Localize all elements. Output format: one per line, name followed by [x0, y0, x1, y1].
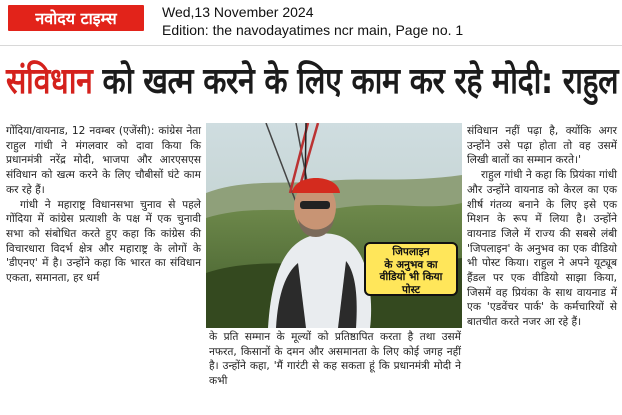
headline-red-word: संविधान [6, 61, 93, 102]
paragraph: संविधान नहीं पढ़ा है, क्योंकि अगर उन्होंने उसे पढ़ा होता तो वह उसमें लिखी बातों का सम्मान करते।' [467, 125, 617, 167]
logo-text: नवोदय टाइम्स [35, 9, 117, 28]
paragraph: गांधी ने महाराष्ट्र विधानसभा चुनाव से पहले गोंदिया में कांग्रेस प्रत्याशी के पक्ष में एक चुनावी सभा को संबोधित करते हुए कहा कि कांग्रेस की विचारधारा विदर्भ क्षेत्र और महाराष्ट्र के लोगों के 'डीएनए' में है। उन्होंने कहा कि भारत का संविधान एकता, समानता, हर धर्म [6, 198, 201, 285]
paragraph: के प्रति सम्मान के मूल्यों को प्रतिष्ठापित करता है तथा उसमें नफरत, किसानों के दमन और असमानता के लिए कोई जगह नहीं है। उन्होंने कहा, 'मैं गारंटी से कह सकता हूं कि प्रधानमंत्री मोदी ने कभी [209, 331, 461, 388]
paragraph: गोंदिया/वायनाड, 12 नवम्बर (एजेंसी): कांग्रेस नेता राहुल गांधी ने मंगलवार को दावा किया कि प्रधानमंत्री नरेंद्र मोदी, भाजपा और आरएसएस संविधान को खत्म करने के लिए चौबीसों घंटे काम कर रहे हैं। [6, 125, 201, 196]
article-photo [206, 123, 462, 328]
article-column-1 [6, 124, 201, 286]
caption-line: वीडियो भी किया [379, 271, 443, 283]
headline-rest: को खत्म करने के लिए काम कर रहे मोदी: राहुल [102, 61, 619, 102]
newspaper-logo [8, 5, 144, 31]
caption-line: के अनुभव का [384, 258, 438, 271]
article-column-2 [209, 330, 461, 389]
article-column-3 [467, 124, 617, 330]
publication-date: Wed,13 November 2024 [162, 4, 314, 20]
edition-info: Edition: the navodayatimes ncr main, Page no. 1 [162, 22, 464, 38]
caption-line: जिपलाइन [392, 246, 430, 258]
headline [6, 54, 618, 116]
headline-text [6, 54, 618, 110]
caption-line: पोस्ट [401, 283, 421, 296]
paragraph: राहुल गांधी ने कहा कि प्रियंका गांधी और उन्होंने वायनाड को केरल का एक शीर्ष गंतव्य बनाने के लिए इसे एक मिशन के रूप में लिया है। उन्होंने वायनाड जिले में राज्य की सबसे लंबी 'जिपलाइन' के अनुभव का एक वीडियो भी पोस्ट किया। राहुल ने अपने यूट्यूब हैंडल पर एक वीडियो साझा किया, जिसमें वह प्रियंका के साथ वायनाड में एक 'एडवेंचर पार्क' के कर्मचारियों से बातचीत करते नजर आ रहे हैं। [467, 169, 617, 329]
photo-caption-box [364, 242, 458, 296]
header-divider [0, 45, 622, 46]
